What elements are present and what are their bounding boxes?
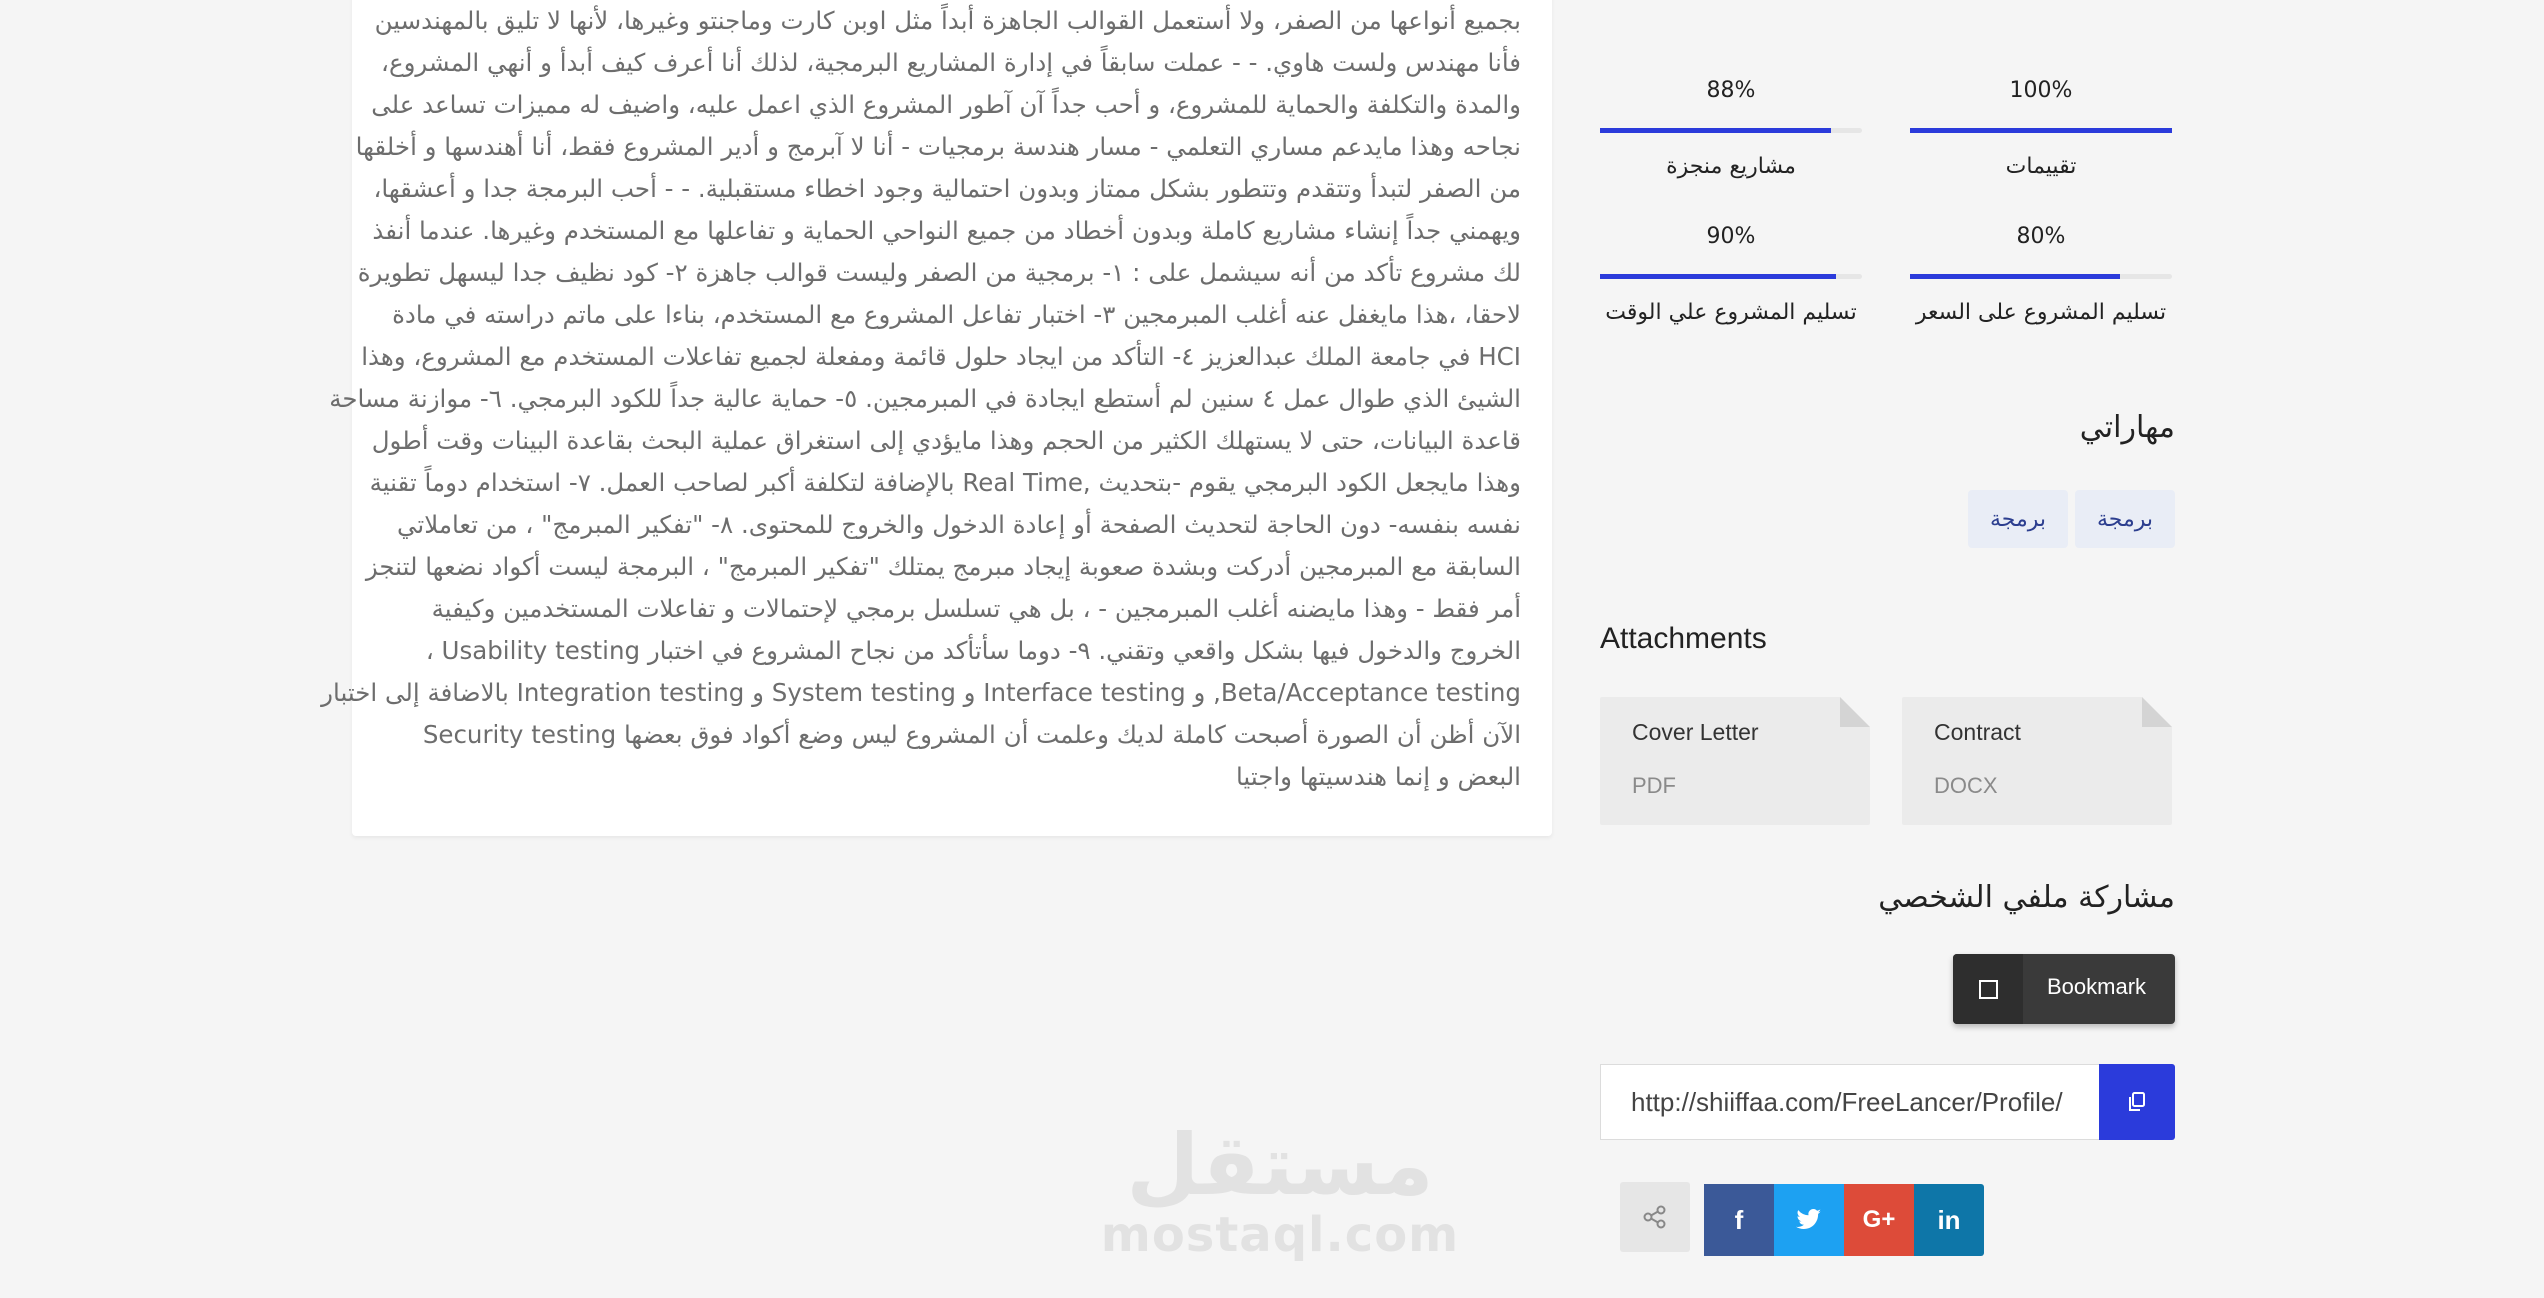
bookmark-label: Bookmark [2047,974,2147,999]
description-line: نجاحه وهذا مايدعم مساري التعلمي - مسار هندسة برمجيات - أنا لا آبرمج و أدير المشروع فقط، أنا أهندسها و أخلقها [355,132,1521,161]
stat-progress-bar [1910,128,2172,133]
description-line: من الصفر لتبدأ وتتقدم وتتطور بشكل ممتاز وبدون احتمالية وجود اخطاء مستقبلية. - - أحب البرمجة جدا و أعشقها، [373,174,1521,203]
stat-label: تسليم المشروع علي الوقت [1605,300,1857,325]
description-line: ويهمني جداً إنشاء مشاريع كاملة وبدون أخطاد من جميع النواحي الحماية و تفاعلها مع المستخدم وغيرها. عندما أنفذ [372,216,1521,245]
description-line: HCI في جامعة الملك عبدالعزيز ٤- التأكد من ايجاد حلول قائمة ومفعلة لجميع تفاعلات المستخدم مع المشروع، وهذا [361,342,1521,371]
file-corner-icon [2142,697,2172,727]
attachments-title: Attachments [1600,622,1767,655]
stat-value: 88% [1706,78,1756,103]
attachment-type: PDF [1632,773,1676,798]
attachment-cover-letter[interactable] [1600,697,1870,825]
google-plus-icon: G+ [1862,1206,1896,1233]
facebook-share-button[interactable] [1704,1184,1774,1256]
stat-progress-fill [1600,128,1831,133]
description-line: نفسه بنفسه- دون الحاجة لتحديث الصفحة أو إعادة الدخول والخروج للمحتوى. ٨- "تفكير المبرمج" ، من تعاملاتي [396,510,1521,539]
skill-tag[interactable]: برمجة [1968,490,2068,548]
description-line: Beta/Acceptance testing, و Interface testing و System testing و Integration testing بالاضافة إلى اختبار [321,678,1521,707]
stat-value: 100% [2009,78,2073,103]
skill-tag[interactable]: برمجة [2075,490,2175,548]
stat-progress-bar [1600,274,1862,279]
description-line: بجميع أنواعها من الصفر، ولا أستعمل القوالب الجاهزة أبداً مثل اوبن كارت وماجنتو وغيرها، لأنها لا تليق بالمهندسين [374,6,1521,35]
description-line: أمر فقط - وهذا مايضنه أغلب المبرمجين - ، بل هي تسلسل برمجي لإحتمالات و تفاعلات المستخدمين وكيفية [431,594,1521,623]
attachment-type: DOCX [1934,773,1998,798]
description-line: فأنا مهندس ولست هاوي. - - عملت سابقاً في إدارة المشاريع البرمجية، لذلك أنا أعرف كيف أبدأ و أنهي المشروع، [381,48,1521,77]
share-icon [1642,1204,1668,1230]
attachment-contract[interactable] [1902,697,2172,825]
mostaql-watermark-logo [1080,1116,1480,1270]
skills-title: مهاراتي [2079,410,2175,445]
description-line: الخروج والدخول فيها بشكل واقعي وتقني. ٩- دوما سأتأكد من نجاح المشروع في اختبار Usability testing ، [425,636,1521,665]
watermark-domain: mostaql.com [1100,1207,1460,1263]
twitter-share-button[interactable] [1774,1184,1844,1256]
twitter-icon [1796,1209,1822,1231]
google-plus-share-button[interactable] [1844,1184,1914,1256]
description-line: لك مشروع تأكد من أنه سيشمل على : ١- برمجية من الصفر وليست قوالب جاهزة ٢- كود نظيف جدا ليسهل تطويرة [357,258,1521,287]
file-corner-icon [1840,697,1870,727]
description-line: وهذا مايجعل الكود البرمجي يقوم -بتحديث ,Real Time بالإضافة لتكلفة أكبر لصاحب العمل. ٧- استخدام دوماً تقنية [369,468,1521,497]
bookmark-button[interactable] [1953,954,2175,1024]
stat-label: تقييمات [2005,154,2077,179]
description-line: الشيئ الذي طوال عمل ٤ سنين لم أستطع ايجادة في المبرمجين. ٥- حماية عالية جداً للكود البرمجي. ٦- موازنة مساحة [329,384,1521,413]
linkedin-share-button[interactable] [1914,1184,1984,1256]
facebook-icon: f [1734,1204,1744,1235]
stat-progress-fill [1600,274,1836,279]
description-line: البعض و إنما هندسيتها واجتيا [1235,762,1521,791]
checkbox-icon [1953,954,2023,1024]
attachment-name: Contract [1934,719,2021,745]
stat-label: مشاريع منجزة [1666,154,1796,179]
watermark-arabic: مستقل [1126,1116,1434,1214]
description-line: السابقة مع المبرمجين أدركت وبشدة صعوبة إيجاد مبرمج يمتلك "تفكير المبرمج" ، البرمجة ليست أكواد نضعها لتنجز [365,552,1521,581]
linkedin-icon: in [1937,1204,1961,1235]
description-line: والمدة والتكلفة والحماية للمشروع، و أحب جداً آن آطور المشروع الذي اعمل عليه، واضيف له مميزات تساعد على [371,90,1521,119]
stat-value: 80% [2016,224,2066,249]
attachment-name: Cover Letter [1632,719,1759,745]
description-line: قاعدة البيانات، حتى لا يستهلك الكثير من الحجم وهذا مايؤدي إلى استغراق عملية البحث بقاعدة البينات وقت أطول [371,426,1521,455]
stat-progress-fill [1910,274,2120,279]
description-text [321,0,1521,798]
description-line: الآن أظن أن الصورة أصبحت كاملة لديك وعلمت أن المشروع ليس وضع أكواد فوق بعضها Security testing [422,720,1521,749]
stat-value: 90% [1706,224,1756,249]
copy-url-button[interactable] [2099,1064,2175,1140]
share-toggle-button[interactable] [1620,1182,1690,1252]
profile-url-input[interactable]: http://shiiffaa.com/FreeLancer/Profile/ [1600,1064,2100,1140]
stat-progress-fill [1910,128,2172,133]
stat-label: تسليم المشروع على السعر [1915,300,2167,325]
description-line: لاحقا، ،هذا مايغفل عنه أغلب المبرمجين ٣- اختبار تفاعل المشروع مع المستخدم، بناءا على ماتم دراسته في مادة [392,300,1521,329]
stat-progress-bar [1910,274,2172,279]
share-profile-title: مشاركة ملفي الشخصي [1878,880,2175,915]
copy-icon [2126,1091,2148,1113]
stat-progress-bar [1600,128,1862,133]
